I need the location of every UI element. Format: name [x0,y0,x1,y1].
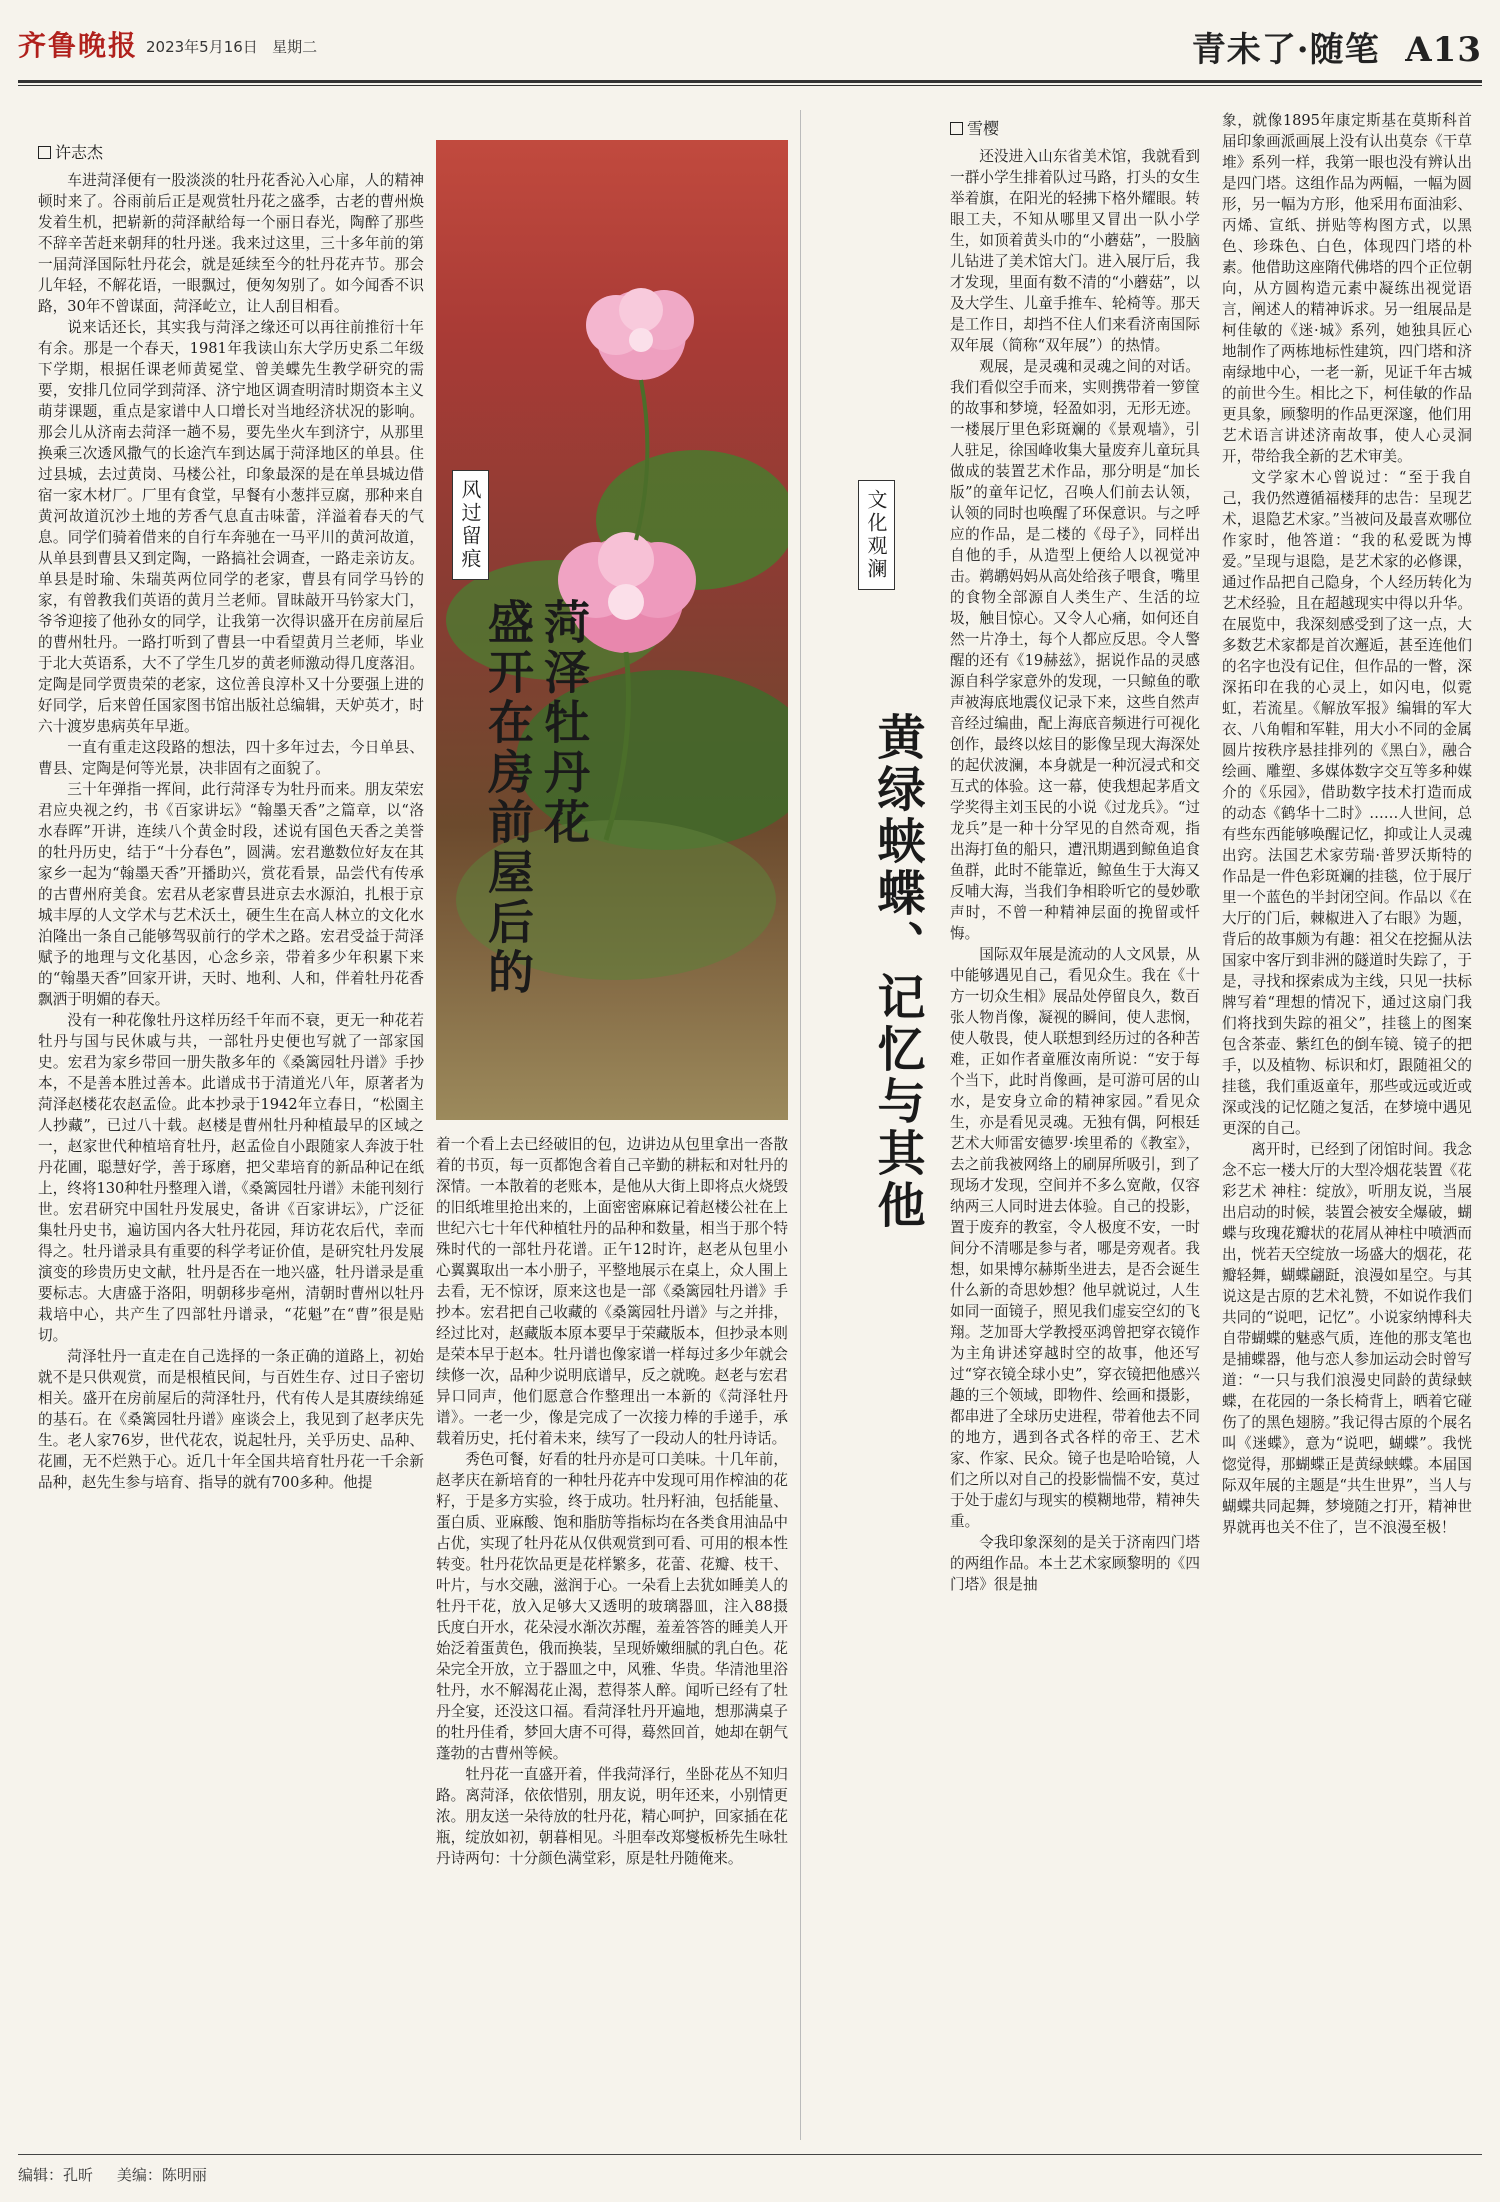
footer-rule [18,2154,1482,2155]
article1-author: 许志杰 [55,143,104,162]
page-number: A13 [1405,30,1482,70]
article2-column-1 [950,146,1200,2142]
byline-square-icon [950,122,963,135]
issue-date [146,36,317,57]
article2-column-tag: 文化观澜 [858,480,895,590]
article1-paragraph: 菏泽牡丹一直走在自己选择的一条正确的道路上，初始就不是只供观赏，而是根植民间，与百姓生存、过日子密切相关。盛开在房前屋后的菏泽牡丹，代有传人是其赓续绵延的基石。在《桑篱园牡丹谱》座谈会上，我见到了赵孝庆先生。老人家76岁，世代花农，说起牡丹，关乎历史、品种、花圃，无不烂熟于心。近几十年全国共培育牡丹花一千余新品种，赵先生参与培育、指导的就有700多种。他提 [38,1348,424,1491]
article2-paragraph: 离开时，已经到了闭馆时间。我念念不忘一楼大厅的大型冷烟花装置《花彩艺术 神柱：绽放》，听朋友说，当展出启动的时候，装置会被安全爆破，蝴蝶与玫瑰花瓣状的花屑从神柱中喷洒而出，恍若天空绽放一场盛大的烟花，花瓣轻舞，蝴蝶翩跹，浪漫如星空。与其说这是古原的艺术礼赞，不如说作我们共同的“说吧，记忆”。小说家纳博科夫自带蝴蝶的魅惑气质，连他的那支笔也是捕蝶器，他与恋人参加运动会时曾写道：“一只与我们浪漫史同龄的黄绿蛱蝶，在花园的一条长椅背上，晒着它碰伤了的黑色翅膀。”我记得古原的个展名叫《迷蝶》，意为“说吧，蝴蝶”。我恍惚觉得，那蝴蝶正是黄绿蛱蝶。本届国际双年展的主题是“共生世界”，当人与蝴蝶共同起舞，梦境随之打开，精神世界就再也关不住了，岂不浪漫至极！ [1222,1141,1472,1536]
article2-author: 雪樱 [967,119,1000,138]
editor-credit: 编辑：孔昕 [18,2166,94,2184]
article1-title-line2: 盛开在房前屋后的 [481,598,535,998]
page-footer [18,2164,1482,2185]
article2-paragraph: 文学家木心曾说过：“至于我自己，我仍然遵循福楼拜的忠告：呈现艺术，退隐艺术家。”当被问及最喜欢哪位作家时，他答道：“我的私爱既为博爱。”呈现与退隐，是艺术家的必修课，通过作品把自己隐身，个人经历转化为艺术经验，且在超越现实中得以升华。在展览中，我深刻感受到了这一点，大多数艺术家都是首次邂逅，甚至连他们的名字也没有记住，但作品的一瞥，深深拓印在我的心灵上，如闪电，似霓虹，若流星。《解放军报》编辑的军大衣、八角帽和军鞋，用大小不同的金属圆片按秩序悬挂排列的《黑白》，融合绘画、雕塑、多媒体数字交互等多种媒介的《乐园》，借助数字技术打造而成的动态《鹤华十二时》……人世间，总有些东西能够唤醒记忆，抑或让人灵魂出窍。法国艺术家劳瑞·普罗沃斯特的作品是一件色彩斑斓的挂毯，位于展厅里一个蓝色的半封闭空间。作品以《在大厅的门后，棘椒进入了右眼》为题，背后的故事颇为有趣：祖父在挖掘从法国家中客厅到非洲的隧道时失踪了，于是，寻找和探索成为主线，只见一扶标牌写着“理想的情况下，通过这扇门我们将找到失踪的祖父”，挂毯上的图案包含茶壶、紫红色的倒车镜、镜子的把手，以及植物、标识和灯，跟随祖父的挂毯，我们重返童年，那些或远或近或深或浅的记忆随之复活，在梦境中遇见更深的自己。 [1222,469,1472,1137]
page-header [18,20,1482,74]
article2-title: 黄绿蛱蝶、记忆与其他 [869,712,925,1232]
byline-square-icon [38,146,51,159]
header-rule [18,80,1482,83]
article1-paragraph: 秀色可餐，好看的牡丹亦是可口美味。十几年前，赵孝庆在新培育的一种牡丹花卉中发现可用作榨油的花籽，于是多方实验，终于成功。牡丹籽油，包括能量、蛋白质、亚麻酸、饱和脂肪等指标均在各类食用油品中占优，实现了牡丹花从仅供观赏到可看、可用的根本性转变。牡丹花饮品更是花样繁多，花蕾、花瓣、枝干、叶片，与水交融，滋润于心。一朵看上去犹如睡美人的牡丹干花，放入足够大又透明的玻璃器皿，注入88摄氏度白开水，花朵浸水渐次苏醒，羞羞答答的睡美人开始泛着蛋黄色，俄而换装，呈现娇嫩细腻的乳白色。花朵完全开放，立于器皿之中，风雅、华贵。华清池里浴牡丹，水不解渴花止渴，惹得茶人醉。闻听已经有了牡丹全宴，还没这口福。看菏泽牡丹开遍地，想那满桌子的牡丹佳肴，梦回大唐不可得，蓦然回首，她却在朝气蓬勃的古曹州等候。 [436,1451,788,1762]
article1-byline [38,140,103,163]
article2-paragraph: 象，就像1895年康定斯基在莫斯科首届印象画派画展上没有认出莫奈《干草堆》系列一样，我第一眼也没有辨认出是四门塔。这组作品为两幅，一幅为圆形，另一幅为方形，他采用布面油彩、丙烯、宣纸、拼贴等构图方式，以黑色、珍珠色、白色，体现四门塔的朴素。他借助这座隋代佛塔的四个正位朝向，从方圆构造元素中凝练出视觉语言，阐述人的精神诉求。另一组展品是柯佳敏的《迷·城》系列，她独具匠心地制作了两栋地标性建筑，四门塔和济南绿地中心，一老一新，见证千年古城的前世今生。相比之下，柯佳敏的作品更具象，顾黎明的作品更深邃，他们用艺术语言讲述济南故事，使人心灵洞开，带给我全新的艺术审美。 [1222,112,1472,465]
article1-paragraph: 牡丹花一直盛开着，伴我菏泽行，坐卧花丛不知归路。离菏泽，依依惜别，朋友说，明年还来，小别情更浓。朋友送一朵待放的牡丹花，精心呵护，回家插在花瓶，绽放如初，朝暮相见。斗胆奉改郑燮板桥先生咏牡丹诗两句：十分颜色满堂彩，原是牡丹随俺来。 [436,1766,788,1867]
article1-column-tag: 风过留痕 [452,470,489,580]
article1-column-1 [38,170,424,2142]
designer-credit: 美编：陈明丽 [116,2166,207,2184]
article2-paragraph: 令我印象深刻的是关于济南四门塔的两组作品。本土艺术家顾黎明的《四门塔》很是抽 [950,1534,1200,1593]
header-rule-thin [18,85,1482,86]
article1-paragraph: 车进菏泽便有一股淡淡的牡丹花香沁入心扉，人的精神顿时来了。谷雨前后正是观赏牡丹花之盛季，古老的曹州焕发着生机，把崭新的菏泽献给每一个丽日春光，陶醉了那些不辞辛苦赶来朝拜的牡丹迷。我来过这里，三十多年前的第一届菏泽国际牡丹花会，就是延续至今的牡丹花卉节。那会儿年轻，不解花语，一眼飘过，便匆匆别了。如今闻香不识路，30年不曾谋面，菏泽屹立，让人刮目相看。 [38,172,424,315]
article2-paragraph: 观展，是灵魂和灵魂之间的对话。我们看似空手而来，实则携带着一箩筐的故事和梦境，轻盈如羽，无形无迹。一楼展厅里色彩斑斓的《景观墙》，引人驻足，徐国峰收集大量废弃儿童玩具做成的装置艺术作品，那分明是“加长版”的童年记忆，召唤人们前去认领，认领的同时也唤醒了环保意识。与之呼应的作品，是二楼的《母子》，同样出自他的手，从造型上便给人以视觉冲击。鹈鹕妈妈从高处给孩子喂食，嘴里的食物全部源自人类生产、生活的垃圾，触目惊心。又令人心痛，如何还自然一片净土，每个人都应反思。令人警醒的还有《19赫兹》，据说作品的灵感源自科学家意外的发现，一只鲸鱼的歌声被海底地震仪记录下来，这些自然声音经过编曲，配上海底音频进行可视化创作，最终以炫目的影像呈现大海深处的起伏波澜，本身就是一种沉浸式和交互式的体验。这一幕，使我想起茅盾文学奖得主刘玉民的小说《过龙兵》。“过龙兵”是一种十分罕见的自然奇观，指出海打鱼的船只，遭汛期遇到鲸鱼追食鱼群，此时不能靠近，鲸鱼生于大海又反哺大海，当我们争相聆听它的曼妙歌声时，不曾一种精神层面的挽留或忏悔。 [950,358,1200,942]
article-divider [800,110,801,2140]
article1-paragraph: 没有一种花像牡丹这样历经千年而不衰，更无一种花若牡丹与国与民休戚与共，一部牡丹史便也写就了一部家国史。宏君为家乡带回一册失散多年的《桑篱园牡丹谱》手抄本，不是善本胜过善本。此谱成书于清道光八年，原著者为菏泽赵楼花农赵孟俭。此本抄录于1942年立春日，“松園主人抄藏”，已过八十载。赵楼是曹州牡丹种植最早的区域之一，赵家世代种植培育牡丹，赵孟俭自小跟随家人奔波于牡丹花圃，聪慧好学，善于琢磨，把父辈培育的新品种记在纸上，终将130种牡丹整理入谱，《桑篱园牡丹谱》未能刊刻行世。宏君研究中国牡丹发展史，备讲《百家讲坛》，广泛征集牡丹史书，遍访国内各大牡丹花园，拜访花农后代，幸而得之。牡丹谱录具有重要的科学考证价值，是研究牡丹发展演变的珍贵历史文献，牡丹是否在一地兴盛，牡丹谱录是重要标志。大唐盛于洛阳，明朝移步亳州，清朝时曹州以牡丹栽培中心，共产生了四部牡丹谱录，“花魁”在“曹”很是贴切。 [38,1012,424,1344]
article1-paragraph: 三十年弹指一挥间，此行菏泽专为牡丹而来。朋友荣宏君应央视之约，书《百家讲坛》“翰墨天香”之篇章，以“洛水春晖”开讲，连续八个黄金时段，述说有国色天香之美誉的牡丹历史，结于“十分春色”，圆满。宏君邀数位好友在其家乡一起为“翰墨天香”开播助兴，赏花看景，品尝代有传承的古曹州府美食。宏君从老家曹县进京去水源泊，扎根于京城丰厚的人文学术与艺术沃土，硬生生在高人林立的文化水泊隆出一条自己能够驾驭前行的学术之路。宏君受益于菏泽赋予的地理与文化基因，心念乡亲，带着多少年积累下来的“翰墨天香”回家开讲，天时、地利、人和，伴着牡丹花香飘洒于明媚的春天。 [38,781,424,1008]
article1-paragraph: 一直有重走这段路的想法，四十多年过去，今日单县、曹县、定陶是何等光景，决非固有之面貌了。 [38,739,424,777]
masthead-logo: 齐鲁晚报 [18,29,139,62]
article1-paragraph: 着一个看上去已经破旧的包，边讲边从包里拿出一沓散着的书页，每一页都饱含着自己辛勤的耕耘和对牡丹的深情。一本散着的老账本，是他从大街上即将点火烧毁的旧纸堆里抢出来的，上面密密麻麻记着赵楼公社在上世纪六七十年代种植牡丹的品种和数量，相当于那个特殊时代的一部牡丹花谱。正午12时许，赵老从包里小心翼翼取出一本小册子，平整地展示在桌上，众人围上去看，无不惊讶，原来这也是一部《桑篱园牡丹谱》手抄本。宏君把自己收藏的《桑篱园牡丹谱》与之并排，经过比对，赵藏版本原本要早于荣藏版本，但抄录本则是荣本早于赵本。牡丹谱也像家谱一样每过多少年就会续修一次，品种少说明底谱早，反之就晚。赵老与宏君异口同声，他们愿意合作整理出一本新的《菏泽牡丹谱》。一老一少，像是完成了一次接力棒的手递手，承载着历史，托付着未来，续写了一段动人的牡丹诗话。 [436,1136,788,1447]
section-heading [1192,22,1482,71]
date-text: 2023年5月16日 [146,38,258,56]
article1-title-line1: 菏泽牡丹花 [537,598,591,848]
peony-flower-upper [586,288,694,380]
article1-paragraph: 说来话还长，其实我与菏泽之缘还可以再往前推衍十年有余。那是一个春天，1981年我读山东大学历史系二年级下学期，根据任课老师黄冕堂、曾美蝶先生教学研究的需要，安排几位同学到菏泽、济宁地区调查明清时期资本主义萌芽课题，重点是家谱中人口增长对当地经济状况的影响。那会儿从济南去菏泽一趟不易，要先坐火车到济宁，从那里换乘三次透风撒气的长途汽车到达属于菏泽地区的单县。住过县城，去过黄岗、马楼公社，印象最深的是在单县城边借宿一家木材厂。厂里有食堂，早餐有小葱拌豆腐，那种来自黄河故道沉沙土地的芳香气息直击味蕾，洋溢着春天的气息。同学们骑着借来的自行车奔驰在一马平川的黄河故道，从单县到曹县又到定陶，一路搞社会调查，一路走亲访友。单县是时瑜、朱瑞英两位同学的老家，曹县有同学马钤的家，有曾教我们英语的黄月兰老师。冒昧敲开马钤家大门，爷爷迎接了他孙女的同学，让我第一次得识盛开在房前屋后的曹州牡丹。一路打听到了曹县一中看望黄月兰老师，毕业于北大英语系，大不了学生几岁的黄老师激动得几度落泪。定陶是同学贾贵荣的老家，这位善良淳朴又十分要强上进的好同学，后来曾任国家图书馆出版社总编辑，天妒英才，时六十渡岁患病英年早逝。 [38,319,424,735]
article2-byline [950,116,999,139]
article2-paragraph: 还没进入山东省美术馆，我就看到一群小学生排着队过马路，打头的女生举着旗，在阳光的轻拂下格外耀眼。转眼工夫，不知从哪里又冒出一队小学生，如顶着黄头巾的“小蘑菇”，一股脑儿钻进了美术馆大门。进入展厅后，我才发现，里面有数不清的“小蘑菇”，以及大学生、儿童手推车、轮椅等。那天是工作日，却挡不住人们来看济南国际双年展（简称“双年展”）的热情。 [950,148,1200,354]
article2-paragraph: 国际双年展是流动的人文风景，从中能够遇见自己，看见众生。我在《十方一切众生相》展品处停留良久，数百张人物肖像，凝视的瞬间，使人悲悯，使人敬畏，使人联想到经历过的各种苦难，正如作者童雁汝南所说：“安于每个当下，此时肖像画，是可游可居的山水，是安身立命的精神家园。”看见众生，亦是看见灵魂。无独有偶，阿根廷艺术大师雷安德罗·埃里希的《教室》，去之前我被网络上的刷屏所吸引，到了现场才发现，空间并不多么宽敞，仅容纳两三人同时进去体验。自己的投影，置于废弃的教室，令人极度不安，一时间分不清哪是参与者，哪是旁观者。我想，如果博尔赫斯坐进去，是否会诞生什么新的奇思妙想？他早就说过，人生如同一面镜子，照见我们虚妄空幻的飞翔。芝加哥大学教授巫鸿曾把穿衣镜作为主角讲述穿越时空的故事，他还写过“穿衣镜全球小史”，穿衣镜把他感兴趣的三个领域，即物件、绘画和摄影，都串进了全球历史进程，带着他去不同的地方，遇到各式各样的帝王、艺术家、作家、民众。镜子也是哈哈镜，人们之所以对自己的投影惴惴不安，莫过于处于虚幻与现实的模糊地带，精神失重。 [950,946,1200,1530]
weekday-text: 星期二 [272,38,318,56]
section-name: 青未了·随笔 [1191,30,1380,70]
article1-column-3 [436,1134,788,2142]
article2-column-2 [1222,110,1472,2142]
